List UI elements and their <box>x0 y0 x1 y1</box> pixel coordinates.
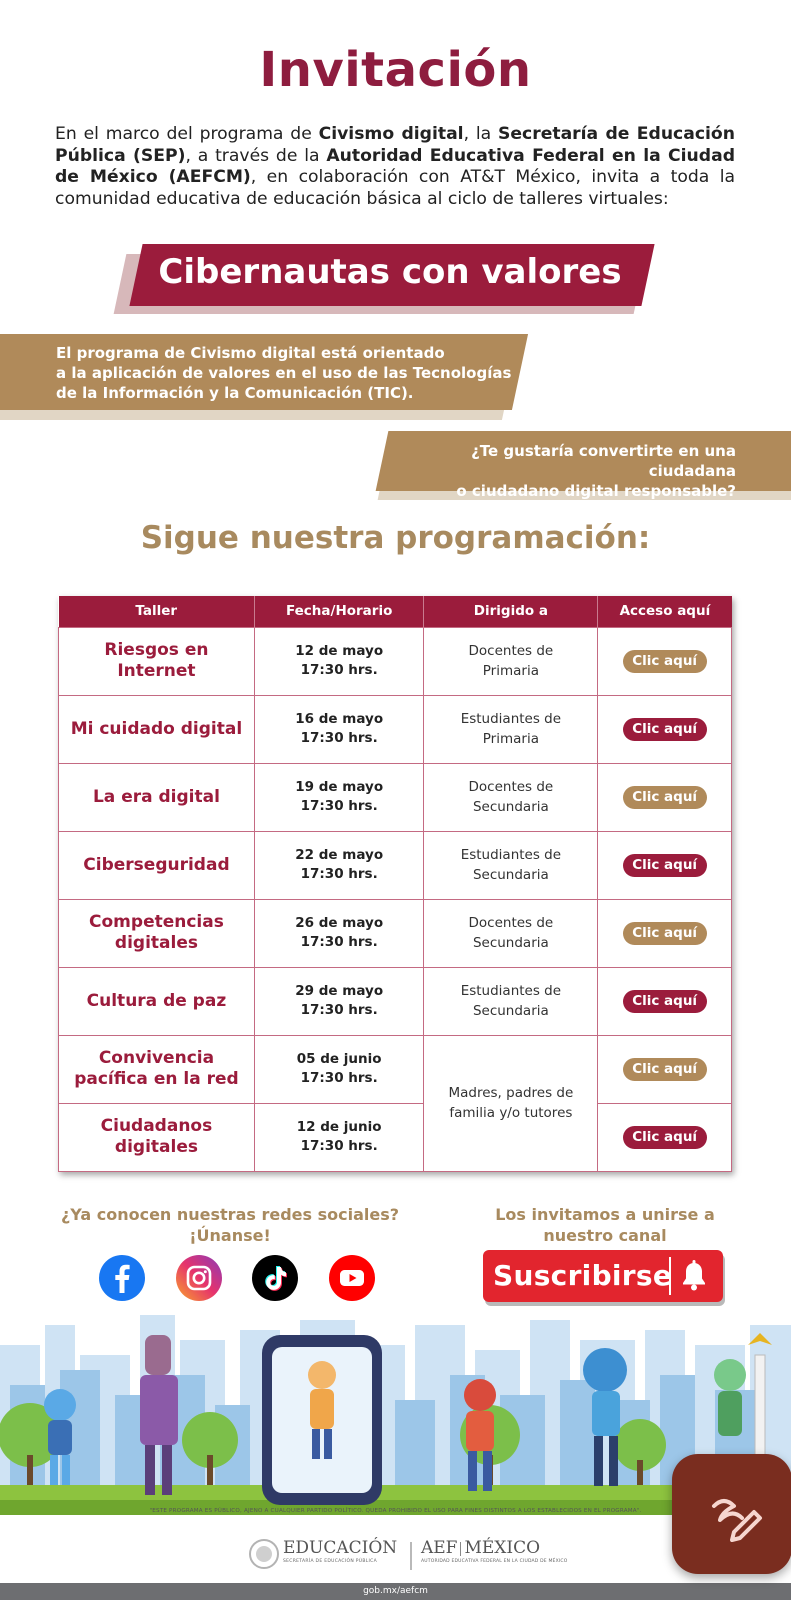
legal-disclaimer: "ESTE PROGRAMA ES PÚBLICO, AJENO A CUALQUIER PARTIDO POLÍTICO. QUEDA PROHIBIDO EL USO PARA FINES DISTINTOS A LOS ESTABLECIDOS EN EL PROGRAMA". <box>149 1508 642 1514</box>
table-row <box>59 967 732 1035</box>
channel-invitation: Los invitamos a unirse a nuestro canal <box>495 1205 715 1245</box>
workshop-date: 05 de junio 17:30 hrs. <box>296 1051 382 1086</box>
workshop-name: Competencias digitales <box>89 912 224 953</box>
question-text: ¿Te gustaría convertirte en una ciudadana o ciudadano digital responsable? <box>456 442 736 500</box>
table-row <box>59 1103 732 1171</box>
column-header-taller: Taller <box>59 596 255 627</box>
table-row <box>59 763 732 831</box>
table-row <box>59 831 732 899</box>
subscribe-button[interactable] <box>483 1250 723 1302</box>
workshop-audience: Estudiantes de Secundaria <box>460 847 562 883</box>
workshop-date: 12 de mayo 17:30 hrs. <box>295 643 384 678</box>
footer-url[interactable]: gob.mx/aefcm <box>0 1583 791 1600</box>
social-question: ¿Ya conocen nuestras redes sociales? ¡Únanse! <box>60 1205 400 1245</box>
column-header-fecha: Fecha/Horario <box>254 596 424 627</box>
program-description: El programa de Civismo digital está orientado a la aplicación de valores en el uso de las Tecnologías de la Información y la Comunicación (TIC). <box>56 344 512 402</box>
table-row <box>59 1035 732 1103</box>
workshop-name: Ciberseguridad <box>83 854 230 875</box>
aef-logo-text: AEF MÉXICO <box>421 1538 541 1558</box>
workshop-audience: Estudiantes de Secundaria <box>460 983 562 1019</box>
column-header-dirigido: Dirigido a <box>424 596 598 627</box>
table-header-row <box>59 596 732 627</box>
access-button[interactable]: Clic aquí <box>623 1058 707 1081</box>
table-row <box>59 899 732 967</box>
workshop-date: 22 de mayo 17:30 hrs. <box>295 847 384 882</box>
intro-paragraph: En el marco del programa de Civismo digital, la Secretaría de Educación Pública (SEP), a través de la Autoridad Educativa Federal en la Ciudad de México (AEFCM), en colaboración con AT&T México, invita a toda la comunidad educativa de educación básica al ciclo de talleres virtuales: <box>55 124 736 209</box>
workshop-audience: Docentes de Secundaria <box>468 779 554 815</box>
table-row <box>59 695 732 763</box>
aef-logo-subtext: AUTORIDAD EDUCATIVA FEDERAL EN LA CIUDAD DE MÉXICO <box>421 1559 568 1564</box>
pencil-scribble-icon <box>672 1454 791 1574</box>
workshop-name: Ciudadanos digitales <box>100 1116 213 1157</box>
tiktok-icon[interactable] <box>252 1255 298 1301</box>
workshop-name: Mi cuidado digital <box>70 718 243 739</box>
schedule-table <box>58 596 732 1172</box>
access-button[interactable]: Clic aquí <box>623 922 707 945</box>
access-button[interactable]: Clic aquí <box>623 718 707 741</box>
table-row <box>59 627 732 695</box>
workshop-date: 19 de mayo 17:30 hrs. <box>295 779 384 814</box>
workshop-audience: Madres, padres de familia y/o tutores <box>448 1085 574 1121</box>
banner-title: Cibernautas con valores <box>158 252 622 292</box>
workshop-name: Convivencia pacífica en la red <box>74 1048 239 1089</box>
workshop-date: 16 de mayo 17:30 hrs. <box>295 711 384 746</box>
column-header-acceso: Acceso aquí <box>598 596 732 627</box>
schedule-title: Sigue nuestra programación: <box>140 520 651 556</box>
workshop-audience: Docentes de Primaria <box>468 643 554 679</box>
educacion-logo-text: EDUCACIÓN <box>283 1538 398 1558</box>
access-button[interactable]: Clic aquí <box>623 854 707 877</box>
bell-icon <box>669 1257 715 1295</box>
workshop-name: Cultura de paz <box>86 990 227 1011</box>
workshop-date: 12 de junio 17:30 hrs. <box>296 1119 382 1154</box>
edit-fab-button[interactable] <box>672 1454 791 1574</box>
workshop-audience: Estudiantes de Primaria <box>460 711 562 747</box>
youtube-icon[interactable] <box>329 1255 375 1301</box>
workshop-name: La era digital <box>92 786 220 807</box>
workshop-name: Riesgos en Internet <box>104 640 209 681</box>
workshop-date: 29 de mayo 17:30 hrs. <box>295 983 384 1018</box>
mexico-seal-icon <box>250 1540 278 1568</box>
access-button[interactable]: Clic aquí <box>623 650 707 673</box>
facebook-icon[interactable] <box>99 1255 145 1301</box>
workshop-audience: Docentes de Secundaria <box>468 915 554 951</box>
access-button[interactable]: Clic aquí <box>623 786 707 809</box>
educacion-logo-subtext: SECRETARÍA DE EDUCACIÓN PÚBLICA <box>283 1559 377 1564</box>
page-title: Invitación <box>259 42 532 98</box>
access-button[interactable]: Clic aquí <box>623 990 707 1013</box>
subscribe-label: Suscribirse <box>493 1259 673 1292</box>
instagram-icon[interactable] <box>176 1255 222 1301</box>
access-button[interactable]: Clic aquí <box>623 1126 707 1149</box>
workshop-date: 26 de mayo 17:30 hrs. <box>295 915 384 950</box>
